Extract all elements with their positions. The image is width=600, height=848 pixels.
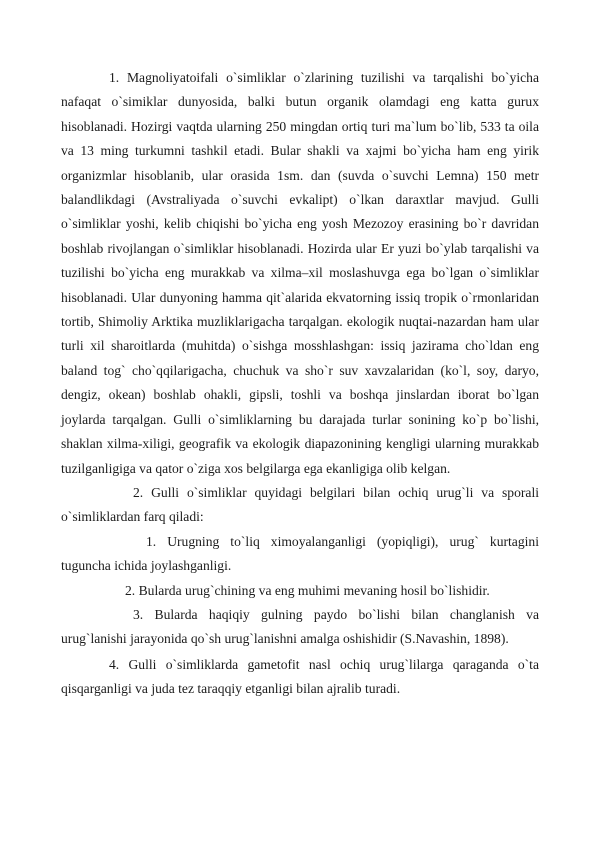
list-item-1: 1. Urugning to`liq ximoyalanganligi (yopiqligi), urug` kurtagini tuguncha ichida joylashganligi. xyxy=(61,533,539,574)
list-item-3: 3. Bularda haqiqiy gulning paydo bo`lishi bilan changlanish va urug`lanishi jarayonida qo`sh urug`lanishni amalga oshishidir (S.Navashin, 1898). xyxy=(61,606,539,647)
list-item-2: 2. Bularda urug`chining va eng muhimi mevaning hosil bo`lishidir. xyxy=(125,582,490,598)
document-page xyxy=(61,66,539,702)
paragraph-4: 4. Gulli o`simliklarda gametofit nasl ochiq urug`lilarga qaraganda o`ta qisqarganligi va juda tez taraqqiy etganligi bilan ajralib turadi. xyxy=(61,656,539,697)
paragraph-1: 1. Magnoliyatoifali o`simliklar o`zlarining tuzilishi va tarqalishi bo`yicha nafaqat o`simiklar dunyosida, balki butun organik olamdagi eng katta gurux hisoblanadi. Hozirgi vaqtda ularning 250 mingdan ortiq turi ma`lum bo`lib, 533 ta oila va 13 ming turkumni tashkil etadi. Bular shakli va xajmi bo`yicha ham eng yirik organizmlar hisoblanib, ular orasida 1sm. dan (suvda o`suvchi Lemna) 150 metr balandlikdagi (Avstraliyada o`suvchi evkalipt) o`lkan daraxtlar mavjud. Gulli o`simliklar yoshi, kelib chiqishi bo`yicha eng yosh Mezozoy erasining bo`r davridan boshlab rivojlangan o`simliklar hisoblanadi. Hozirda ular Er yuzi bo`ylab tarqalishi va tuzilishi bo`yicha eng murakkab va xilma–xil moslashuvga ega bo`lgan o`simliklar hisoblanadi. Ular dunyoning hamma qit`alarida ekvatorning issiq tropik o`rmonlaridan tortib, Shimoliy Arktika muzliklarigacha tarqalgan. ekologik nuqtai-nazardan ham ular turli xil sharoitlarda (muhitda) o`sishga mosshlashgan: issiq jazirama cho`ldan eng baland tog` cho`qqilarigacha, chuchuk va sho`r suv xavzalaridan (ko`l, soy, daryo, dengiz, okean) boshlab ohakli, gipsli, toshli va boshqa jinslardan iborat bo`lgan joylarda tarqalgan. Gulli o`simliklarning bu darajada turlar sonining ko`p bo`lishi, shaklan xilma-xiligi, geografik va ekologik diapazonining kengligi ularning murakkab tuzilganligiga va qator o`ziga xos belgilarga ega ekanligiga olib kelgan. xyxy=(61,70,539,476)
paragraph-2: 2. Gulli o`simliklar quyidagi belgilari bilan ochiq urug`li va sporali o`simliklardan farq qiladi: xyxy=(61,484,539,525)
